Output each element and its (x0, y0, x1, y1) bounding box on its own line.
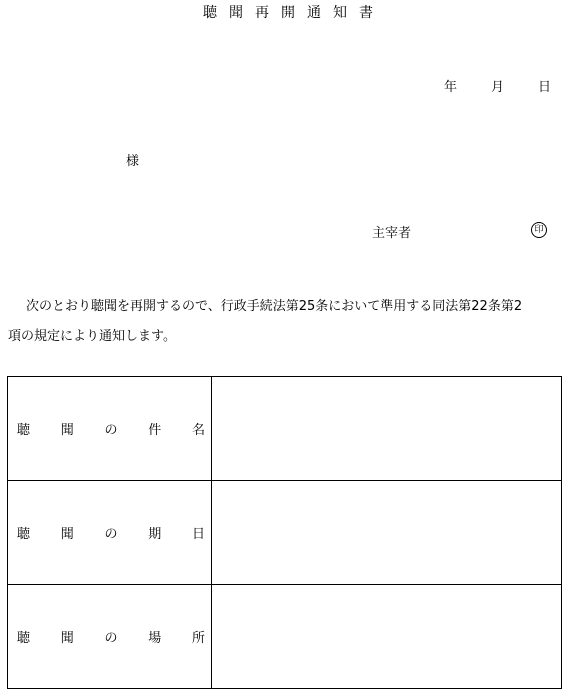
label-char: 聞 (60, 527, 74, 542)
label-char: 名 (191, 423, 205, 438)
label-char: 聴 (17, 631, 31, 646)
hearing-info-table (7, 376, 562, 689)
hearing-place-value[interactable] (212, 585, 562, 689)
label-char: の (104, 423, 118, 438)
date-day-label: 日 (538, 80, 552, 95)
table-row (8, 481, 562, 585)
hearing-case-name-value[interactable] (212, 377, 562, 481)
seal-icon: 印 (531, 222, 547, 238)
label-char: 聞 (60, 631, 74, 646)
label-char: の (104, 527, 118, 542)
label-char: 日 (191, 527, 205, 542)
date-year-label: 年 (444, 80, 458, 95)
hearing-date-value[interactable] (212, 481, 562, 585)
label-char: 聴 (17, 423, 31, 438)
label-char: 期 (148, 527, 162, 542)
document-title: 聴聞再開通知書 (203, 5, 385, 21)
table-row (8, 585, 562, 689)
label-char: 場 (148, 631, 162, 646)
presiding-officer-label: 主宰者 (372, 226, 412, 241)
hearing-case-name-label (8, 377, 212, 481)
hearing-place-label (8, 585, 212, 689)
label-char: 所 (191, 631, 205, 646)
table-row (8, 377, 562, 481)
hearing-date-label (8, 481, 212, 585)
notice-body-line-2: 項の規定により通知します。 (8, 329, 176, 344)
date-line (444, 76, 551, 95)
label-char: 聞 (60, 423, 74, 438)
label-char: の (104, 631, 118, 646)
notice-body (8, 292, 576, 352)
addressee-honorific: 様 (126, 154, 140, 169)
date-month-label: 月 (491, 80, 505, 95)
label-char: 聴 (17, 527, 31, 542)
notice-body-line-1: 次のとおり聴聞を再開するので、行政手続法第25条において準用する同法第22条第2 (26, 299, 523, 314)
label-char: 件 (148, 423, 162, 438)
